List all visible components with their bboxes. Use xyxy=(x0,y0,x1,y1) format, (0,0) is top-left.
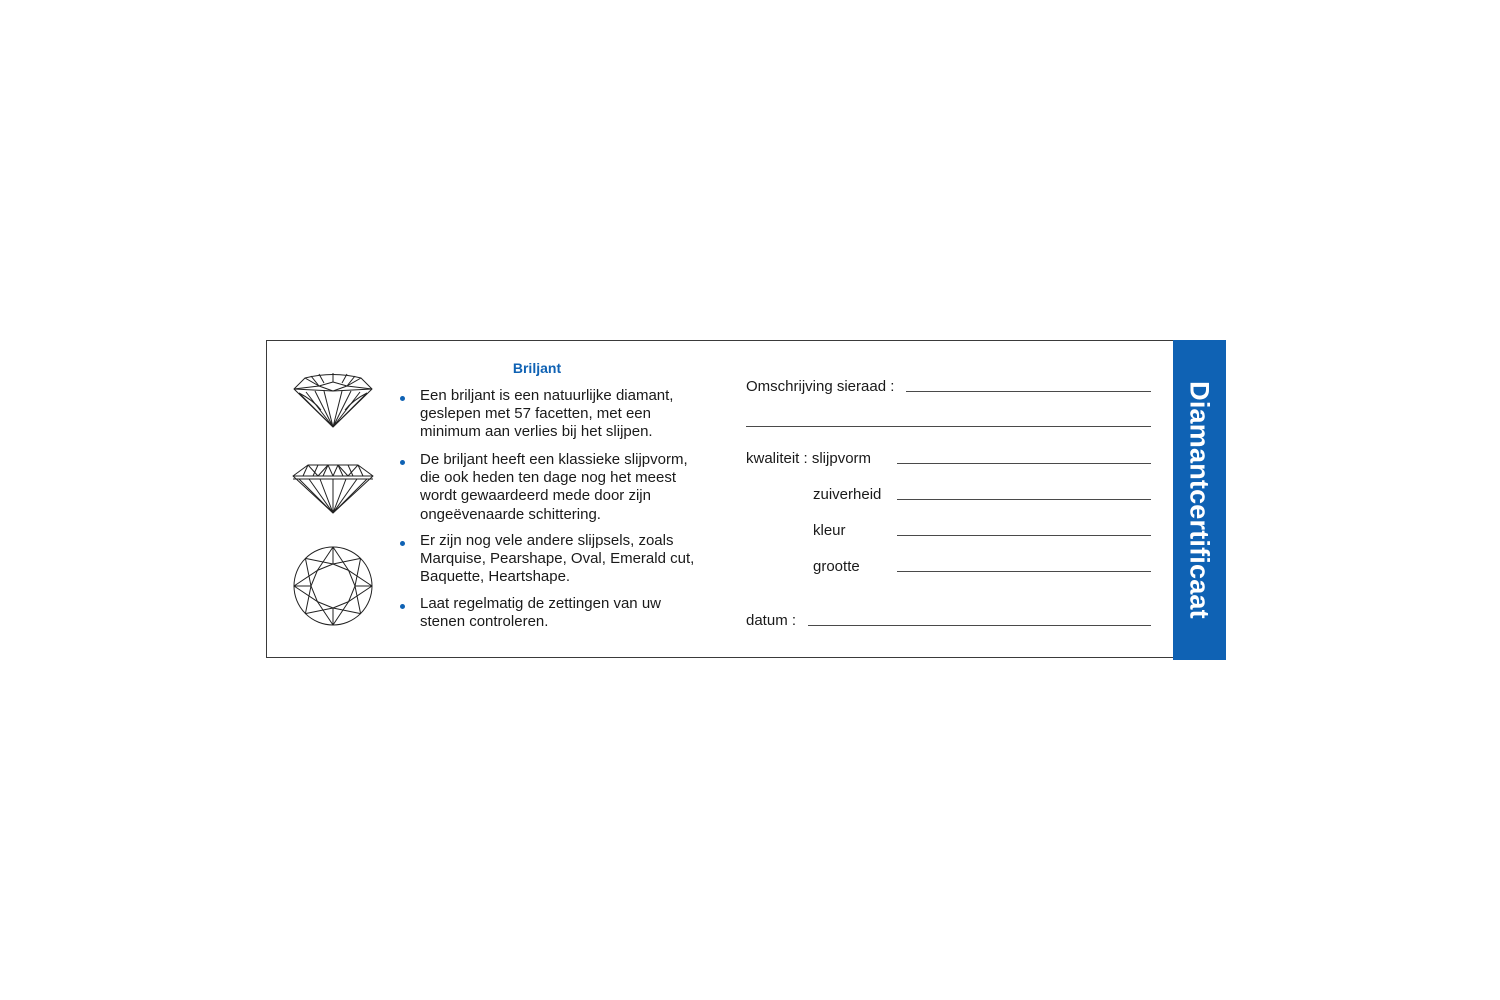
clarity-label: zuiverheid xyxy=(813,486,882,503)
brilliant-top-view-icon xyxy=(291,544,375,628)
size-label: grootte xyxy=(813,558,860,575)
bullet-dot-icon xyxy=(400,541,405,546)
brilliant-side-view-icon xyxy=(291,370,375,430)
cut-field[interactable] xyxy=(897,463,1151,464)
color-label: kleur xyxy=(813,522,846,539)
date-label: datum : xyxy=(746,612,797,629)
bullet-text: Laat regelmatig de zettingen van uw stenen controleren. xyxy=(420,595,661,631)
bullet-text: Een briljant is een natuurlijke diamant, geslepen met 57 facetten, met een minimum aan verlies bij het slijpen. xyxy=(420,387,674,441)
size-field[interactable] xyxy=(897,571,1151,572)
date-field[interactable] xyxy=(808,625,1151,626)
bullet-dot-icon xyxy=(400,604,405,609)
bullet-text: De briljant heeft een klassieke slijpvorm, die ook heden ten dage nog het meest wordt gewaardeerd mede door zijn ongeëvenaarde schittering. xyxy=(420,451,688,523)
description-field[interactable] xyxy=(906,391,1151,392)
color-field[interactable] xyxy=(897,535,1151,536)
description-field-line-2[interactable] xyxy=(746,426,1151,427)
quality-cut-label: kwaliteit : slijpvorm xyxy=(746,450,872,467)
bullet-text: Er zijn nog vele andere slijpsels, zoals Marquise, Pearshape, Oval, Emerald cut, Baquette, Heartshape. xyxy=(420,532,695,586)
bullet-dot-icon xyxy=(400,460,405,465)
certificate-title: Diamantcertificaat xyxy=(1184,381,1215,619)
bullet-dot-icon xyxy=(400,396,405,401)
clarity-field[interactable] xyxy=(897,499,1151,500)
brilliant-profile-icon xyxy=(290,460,376,516)
description-label: Omschrijving sieraad : xyxy=(746,378,895,395)
info-heading: Briljant xyxy=(512,360,562,376)
